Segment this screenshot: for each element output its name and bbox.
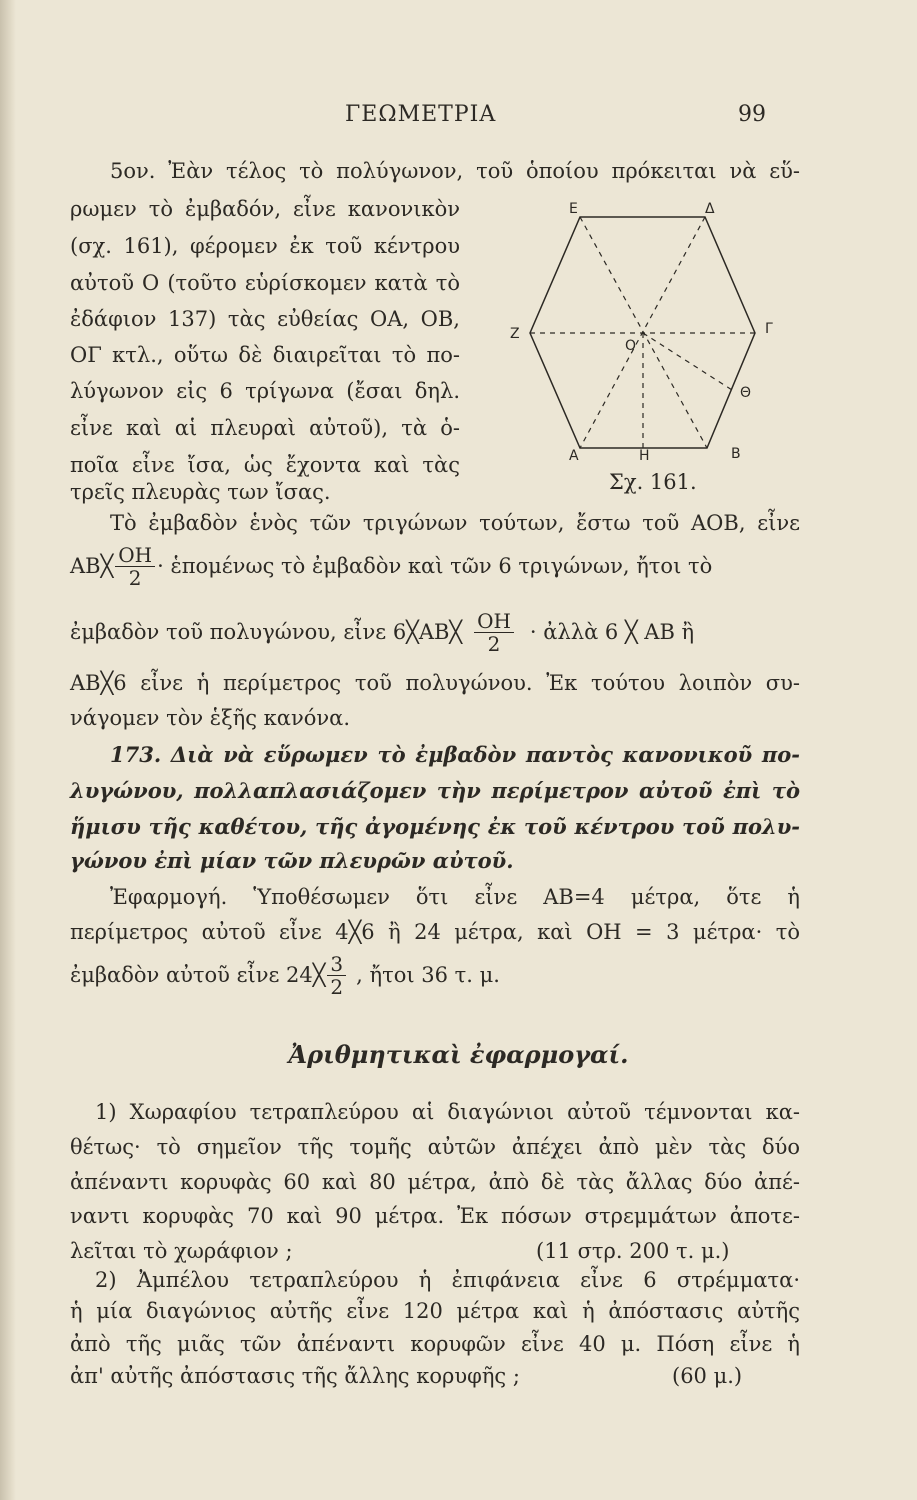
exercise-answer: (11 στρ. 200 τ. μ.) (536, 1239, 730, 1263)
label-B: Β (731, 446, 741, 460)
fraction (115, 544, 155, 589)
exercise-line: ἀπ' αὐτῆς ἀπόστασις τῆς ἄλλης κορυφῆς ; (70, 1364, 520, 1388)
formula-line (70, 544, 800, 588)
fraction-numerator: ΟΗ (474, 610, 514, 633)
label-Z: Ζ (510, 326, 520, 342)
fraction-numerator: 3 (327, 953, 346, 976)
line-OTH (643, 333, 732, 390)
exercise-line: λεῖται τὸ χωράφιον ; (70, 1239, 293, 1263)
exercise-line: ἀπὸ τῆς μιᾶς τῶν ἀπέναντι κορυφῶν εἶνε 40 μ. Πόση εἶνε ἡ (70, 1332, 800, 1356)
text-line: ΟΓ κτλ., οὕτω δὲ διαιρεῖται τὸ πο- (70, 343, 460, 367)
rule-line: 173. Διὰ νὰ εὕρωμεν τὸ ἐμβαδὸν παντὸς κανονικοῦ πο- (110, 742, 800, 767)
running-header-title: ΓΕΩΜΕΤΡΙΑ (345, 102, 497, 127)
text-line: 5ον. Ἐὰν τέλος τὸ πολύγωνον, τοῦ ὁποίου πρόκειται νὰ εὕ- (110, 159, 800, 183)
exercise-line: θέτως· τὸ σημεῖον τῆς τομῆς αὐτῶν ἀπέχει ἀπὸ μὲν τὰς δύο (70, 1135, 800, 1159)
text-line: τρεῖς πλευρὰς των ἴσας. (70, 480, 331, 504)
exercise-line: ναντι κορυφὰς 70 καὶ 90 μέτρα. Ἐκ πόσων στρεμμάτων ἀποτε- (70, 1204, 800, 1228)
page-number: 99 (738, 102, 766, 127)
label-D: Δ (705, 201, 715, 217)
fraction-denominator: 2 (487, 631, 501, 656)
formula-suffix: , ἤτοι 36 τ. μ. (356, 963, 500, 987)
exercise-line: ἡ μία διαγώνιος αὐτῆς εἶνε 120 μέτρα καὶ ἡ ἀπόστασις αὐτῆς (70, 1299, 800, 1323)
label-O: Ο (625, 338, 637, 354)
page-binding-edge (0, 0, 16, 1500)
text-line: (σχ. 161), φέρομεν ἐκ τοῦ κέντρου (70, 234, 460, 258)
formula-prefix: ἐμβαδὸν αὐτοῦ εἶνε 24╳ (70, 963, 326, 987)
fraction (327, 953, 346, 998)
formula-suffix: · ἑπομένως τὸ ἐμβαδὸν καὶ τῶν 6 τριγώνων, ἤτοι τὸ (157, 554, 713, 578)
label-G: Γ (765, 321, 773, 337)
section-title: Ἀριθμητικαὶ ἐφαρμογαί. (288, 1040, 629, 1069)
fraction-numerator: ΟΗ (115, 544, 155, 567)
text-line: ρωμεν τὸ ἐμβαδόν, εἶνε κανονικὸν (70, 197, 460, 221)
text-line: Τὸ ἐμβαδὸν ἑνὸς τῶν τριγώνων τούτων, ἔστω τοῦ ΑΟΒ, εἶνε (110, 511, 800, 535)
exercise-line: 1) Χωραφίου τετραπλεύρου αἱ διαγώνιοι αὐτοῦ τέμνονται κα- (95, 1100, 800, 1124)
label-H: Η (639, 448, 650, 460)
label-A: Α (569, 448, 579, 460)
formula-line (70, 610, 800, 654)
text-line: ΑΒ╳6 εἶνε ἡ περίμετρος τοῦ πολυγώνου. Ἐκ τούτου λοιπὸν συ- (70, 671, 800, 695)
hexagon-diagram (500, 200, 800, 460)
application-line: Ἐφαρμογή. Ὑποθέσωμεν ὅτι εἶνε ΑΒ=4 μέτρα, ὅτε ἡ (110, 885, 800, 909)
rule-line: γώνου ἐπὶ μίαν τῶν πλευρῶν αὐτοῦ. (70, 848, 514, 873)
text-line: λύγωνον εἰς 6 τρίγωνα (ἔσαι δηλ. (70, 379, 460, 403)
fraction-denominator: 2 (330, 974, 344, 999)
formula-prefix: ἐμβαδὸν τοῦ πολυγώνου, εἶνε 6╳ΑΒ╳ (70, 620, 463, 644)
fraction (474, 610, 514, 655)
application-line: περίμετρος αὐτοῦ εἶνε 4╳6 ἢ 24 μέτρα, καὶ ΟΗ = 3 μέτρα· τὸ (70, 920, 800, 944)
figure-caption: Σχ. 161. (609, 470, 697, 494)
text-line: νάγομεν τὸν ἑξῆς κανόνα. (70, 706, 351, 730)
rule-line: λυγώνου, πολλαπλασιάζομεν τὴν περίμετρον αὐτοῦ ἐπὶ τὸ (70, 778, 800, 803)
text-line: αὐτοῦ Ο (τοῦτο εὑρίσκομεν κατὰ τὸ (70, 271, 460, 295)
exercise-line: ἀπέναντι κορυφὰς 60 καὶ 80 μέτρα, ἀπὸ δὲ τὰς ἄλλας δύο ἀπέ- (70, 1170, 800, 1194)
exercise-line: 2) Ἀμπέλου τετραπλεύρου ἡ ἐπιφάνεια εἶνε 6 στρέμματα· (95, 1268, 800, 1292)
label-TH: Θ (740, 385, 752, 401)
formula-suffix: · ἀλλὰ 6 ╳ ΑΒ ἢ (529, 620, 695, 644)
formula-line (70, 952, 800, 998)
label-E: Ε (569, 201, 578, 217)
formula-prefix: ΑΒ╳ (70, 554, 114, 578)
text-line: εἶνε καὶ αἱ πλευραὶ αὐτοῦ), τὰ ὁ- (70, 416, 460, 440)
rule-line: ἥμισυ τῆς καθέτου, τῆς ἀγομένης ἐκ τοῦ κέντρου τοῦ πολυ- (70, 814, 800, 839)
text-line: ποῖα εἶνε ἴσα, ὡς ἔχοντα καὶ τὰς (70, 453, 460, 477)
fraction-denominator: 2 (128, 565, 142, 590)
exercise-answer: (60 μ.) (672, 1364, 743, 1388)
text-line: ἐδάφιον 137) τὰς εὐθείας ΟΑ, ΟΒ, (70, 307, 460, 331)
